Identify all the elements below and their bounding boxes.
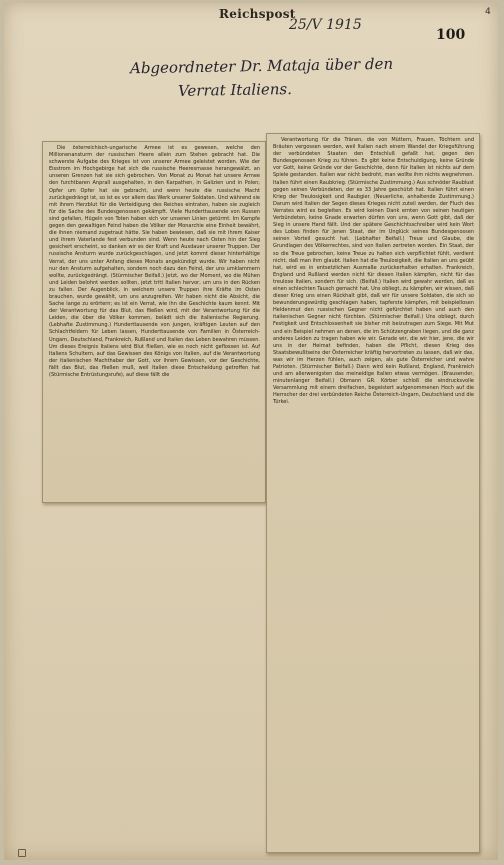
newspaper-clipping-right bbox=[266, 133, 480, 853]
handwritten-date: 25/V 1915 bbox=[289, 17, 362, 33]
handwritten-note-line-2: Verrat Italiens. bbox=[177, 80, 293, 100]
page-number: 100 bbox=[436, 27, 466, 43]
corner-mark: 4 bbox=[485, 7, 491, 17]
newspaper-masthead: Reichspost bbox=[219, 7, 296, 21]
article-column-right bbox=[267, 134, 479, 410]
archive-sheet bbox=[4, 3, 498, 860]
article-text-right: Verantwortung für die Tränen, die von Müttern, Frauen, Töchtern und Bräuten vergossen werden, weil Italien nach einem Wandel der Kriegsführung der verbündeten Staaten den Entschluß gefaßt hat, gegen den Bundesgenossen Krieg zu führen. Es gibt keine Entschuldigung, keine Gründe vor Gott, keine Gründe vor der Geschichte, denn für Italien ist nichts auf dem Spiele gestanden. Italien war nicht bedroht, man wollte ihm nichts wegnehmen. Italien führt einen Raubkrieg. (Stürmische Zustimmung.) Aus schnöder Raublust gegen seinen Verbündeten, der es 33 Jahre geschützt hat. Italien führt einen Krieg der Treulosigkeit und Raubgier. (Neuerliche, anhaltende Zustimmung.) Darum wird Italien der Segen dieses Krieges nicht zuteil werden, der Fluch des Verrates wird es begleiten. Es wird keinen Dank ernten von seinen heutigen Verbündeten, keine Gnade erwarten dürfen von uns, wenn Gott gibt, daß der Sieg in unsere Hand fällt. Und der spätere Geschichtsschreiber wird kein Wort des Lobes finden für jenen Staat, der im Unglück seines Bundesgenossen seinen Vorteil gesucht hat. (Lebhafter Beifall.) Treue und Glaube, die Grundlagen des Völkerrechtes, sind von Italien zertreten worden. Ein Staat, der so die Treue gebrochen, keine Treue zu halten sich verpflichtet fühlt, verdient nicht, daß man ihm glaubt. Italien hat die Treulosigkeit, die Italien an uns geübt hat, wird es in entsetzlichen Ausmaße zurückerhalten erhalten. Frankreich, England und Rußland werden nicht für diesen Italien kämpfen, nicht für das treulose Italien, sondern für sich. (Beifall.) Italien wird gewahr werden, daß es einen schlechten Tausch gemacht hat. Uns obliegt, zu kämpfen, wir wissen, daß dieser Krieg uns einen Rückhalt gibt, daß wir für unsere Soldaten, die sich so bewunderungswürdig geschlagen haben, tapferste kämpfen, mit beispiellosen Heldenmut den russischen Gegner nicht gefürchtet haben und auch den italienischen Gegner nicht fürchten. (Stürmischer Beifall.) Uns obliegt, durch Festigkeit und Entschlossenheit sie bisher mit beizutragen zum Siege. Mit Mut und ein Beispiel nehmen an denen, die im Schützengraben liegen, und die ganz anderes Leiden zu tragen haben wie wir. Gerade wir, die wir hier, jene, die wir uns in der Heimat befinden, haben die Pflicht, diesen Krieg des Staatsbewußtseins der Österreicher kräftig hervortreten zu lassen, daß wir das, was wir im Herzen fühlen, auch zeigen, als gute Österreicher und wahre Patrioten. (Stürmischer Beifall.) Dann wird kein Rußland, England, Frankreich und am allerwenigsten das meineidige Italien etwas vermögen. (Brausender, minutenlanger Beifall.) Obmann GR. Körber schloß die eindrucksvolle Versammlung mit einem dreifachen, begeistert aufgenommenen Hoch auf die Herrscher der drei verbündeten Reiche Österreich-Ungarn, Deutschland und die Türkei. bbox=[273, 137, 474, 406]
handwritten-note-line-1: Abgeordneter Dr. Mataja über den bbox=[129, 54, 394, 78]
article-text-left: Die österreichisch-ungarische Armee ist es gewesen, welche den Millionenansturm der russischen Heere allein zum Stehen gebracht hat. Die schwerste Aufgabe des Krieges ist von unserer Armee geleistet worden. Wie der Eisstrom im Hochgebirge hat sich die russische Heeresmasse herangewälzt, an unseren Grenzen hat sie sich gebrochen. Von Monat zu Monat hat unsere Armee den furchtbaren Anprall ausgehalten, in den Karpathen, in Galizien und in Polen; Opfer um Opfer hat sie gebracht, und wenn heute die russische Macht zurückgedrängt ist, so ist es vor allem das Werk unserer Soldaten. Und während sie mit ihrem Herzblut für die Verteidigung des Reiches eintraten, haben sie zugleich für die Sache des Bundesgenossen gekämpft. Viele Hunderttausende von Russen sind gefallen, Hügeln von Toten haben sich vor unseren Linien getürmt. Im Kampfe gegen den gewaltigen Feind haben die Völker der Monarchie eine Einheit bewährt, die ihnen niemand zugetraut hätte. Sie haben bewiesen, daß sie mit ihrem Kaiser und ihrem Vaterlande fest verbunden sind. Wenn heute nach Osten hin der Sieg gesichert erscheint, so danken wir es der Kraft und Ausdauer unserer Truppen. Der russische Ansturm wurde zurückgeschlagen, und jetzt kommt dieser hinterhältige Verrat, der uns unter Anfang dieses Monats angekündigt wurde. Wir haben nicht nur den Ansturm aufgehalten, sondern noch dazu den Feind, der uns umklammern wollte, zurückgedrängt. (Stürmischer Beifall.) Jetzt, wo der Moment, wo die Mühen und Leiden belohnt werden sollten, jetzt tritt Italien hervor, um uns in den Rücken zu fallen. Der Augenblick, in welchem unsere Truppen ihre Kräfte im Osten brauchen, wurde gewählt, um uns anzugreifen. Wir haben nicht die Absicht, die Sache lange zu erörtern; es ist ein Verrat, wie ihn die Geschichte kaum kennt. Mit der Verantwortung für das Blut, das fließen wird, mit der Verantwortung für die Leiden, die über die Völker kommen, belädt sich die italienische Regierung. (Lebhafte Zustimmung.) Hunderttausende von jungen, kräftigen Leuten auf den Schlachtfeldern für Leben lassen, Hunderttausende von Familien in Österreich-Ungarn, Deutschland, Frankreich, Rußland und Italien das Leben bewahren müssen. Um dieses Ereignis Italiens wird Blut fließen, wie es noch nicht geflossen ist. Auf Italiens Schultern, auf das Gewissen des Königs von Italien, auf die Verantwortung der italienischen Machthaber der Gott, vor ihrem Gewissen, vor der Geschichte, fällt das Blut, das fließen muß, weil Italien diese Entscheidung getroffen hat (Stürmische Entrüstungsrufe), auf diese fällt die bbox=[49, 145, 260, 378]
archive-stamp-mark bbox=[18, 849, 26, 857]
newspaper-clipping-left bbox=[42, 141, 266, 503]
article-column-left bbox=[43, 142, 265, 382]
